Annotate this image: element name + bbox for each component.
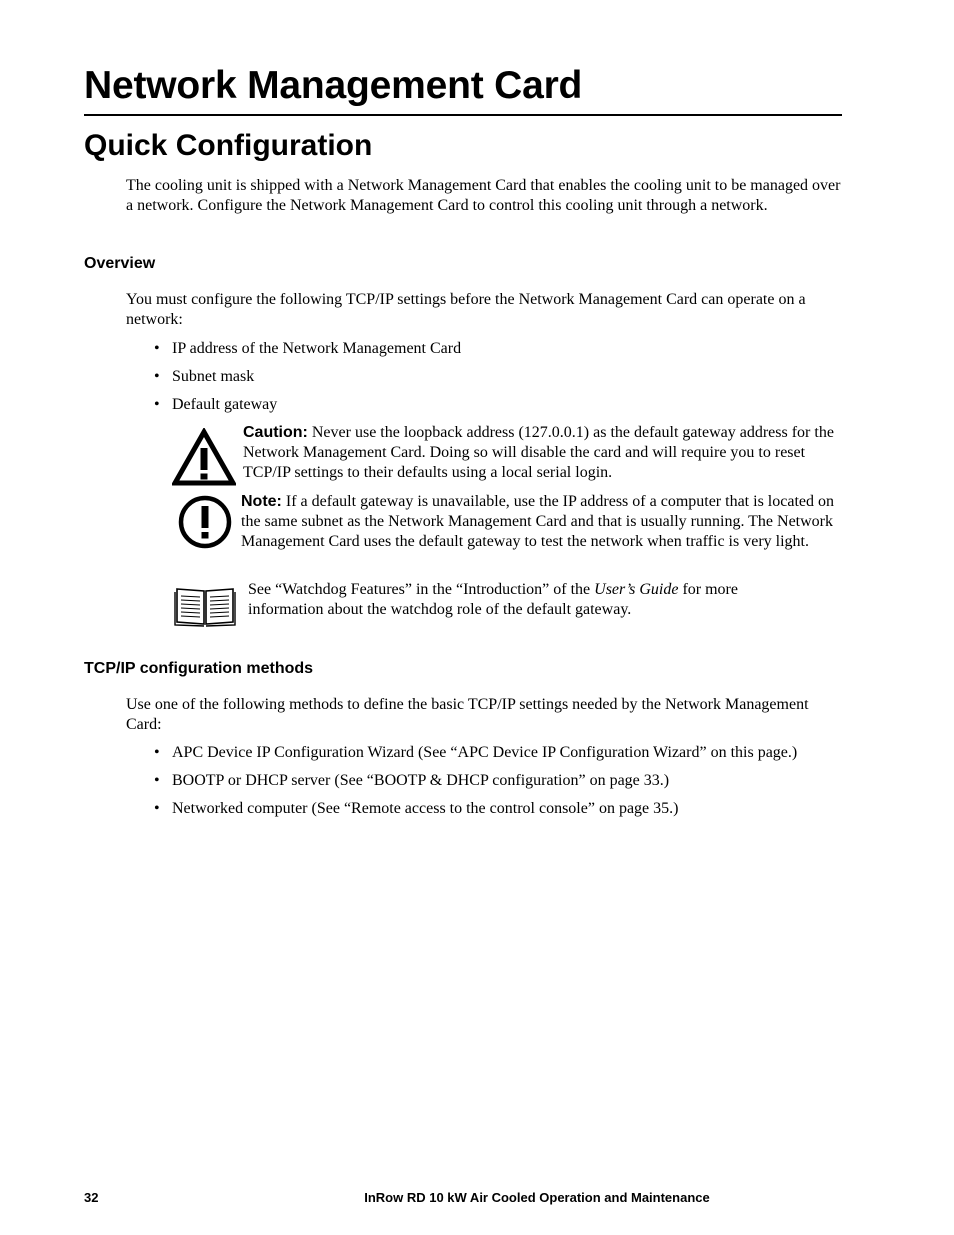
list-item: • APC Device IP Configuration Wizard (See “APC Device IP Configuration Wizard” on this page.) [154,744,798,761]
list-item: • IP address of the Network Management Card [154,340,462,357]
caution-text: Never use the loopback address (127.0.0.1) as the default gateway address for the Network Management Card. Doing so will disable the card and will require you to reset TCP/IP settings to their defaults using a local serial login. [243,424,834,481]
overview-heading: Overview [84,255,156,272]
title-rule [84,114,842,116]
list-item-text: IP address of the Network Management Card [172,340,462,357]
tcpip-methods-heading: TCP/IP configuration methods [84,660,314,677]
tcpip-methods-paragraph: Use one of the following methods to define the basic TCP/IP settings needed by the Network Management Card: [126,696,809,733]
warning-triangle-icon [172,428,236,486]
note-notice [241,492,843,552]
footer-document-title: InRow RD 10 kW Air Cooled Operation and Maintenance [364,1190,710,1205]
list-item-text: Default gateway [172,396,278,413]
list-item: • Default gateway [154,396,278,413]
footer-page-number: 32 [84,1190,99,1205]
list-item-text: BOOTP or DHCP server (See “BOOTP & DHCP configuration” on page 33.) [172,772,670,789]
reference-notice [248,580,808,620]
caution-notice [243,423,843,483]
exclamation-circle-icon [177,494,233,550]
note-label: Note: [241,493,282,510]
reference-text-after: for more information about the watchdog role of the default gateway. [248,581,738,618]
reference-text-before: See “Watchdog Features” in the “Introduction” of the [248,581,595,598]
chapter-title: Network Management Card [84,64,583,107]
overview-paragraph: You must configure the following TCP/IP settings before the Network Management Card can operate on a network: [126,291,806,328]
intro-paragraph: The cooling unit is shipped with a Network Management Card that enables the cooling unit to be managed over a network. Configure the Network Management Card to control this cooling unit through a network. [126,177,841,214]
section-title: Quick Configuration [84,129,373,162]
list-item: • Subnet mask [154,368,255,385]
list-item-text: Networked computer (See “Remote access to the control console” on page 35.) [172,800,679,817]
list-item: • Networked computer (See “Remote access to the control console” on page 35.) [154,800,679,817]
note-text: If a default gateway is unavailable, use the IP address of a computer that is located on the same subnet as the Network Management Card and that is usually running. The Network Management Card uses the default gateway to test the network when traffic is very light. [241,493,834,550]
list-item-text: APC Device IP Configuration Wizard (See “APC Device IP Configuration Wizard” on this page.) [172,744,798,761]
list-item: • BOOTP or DHCP server (See “BOOTP & DHCP configuration” on page 33.) [154,772,670,789]
open-book-icon [174,585,236,627]
list-item-text: Subnet mask [172,368,255,385]
caution-label: Caution: [243,424,308,441]
users-guide-title: User’s Guide [594,581,679,598]
